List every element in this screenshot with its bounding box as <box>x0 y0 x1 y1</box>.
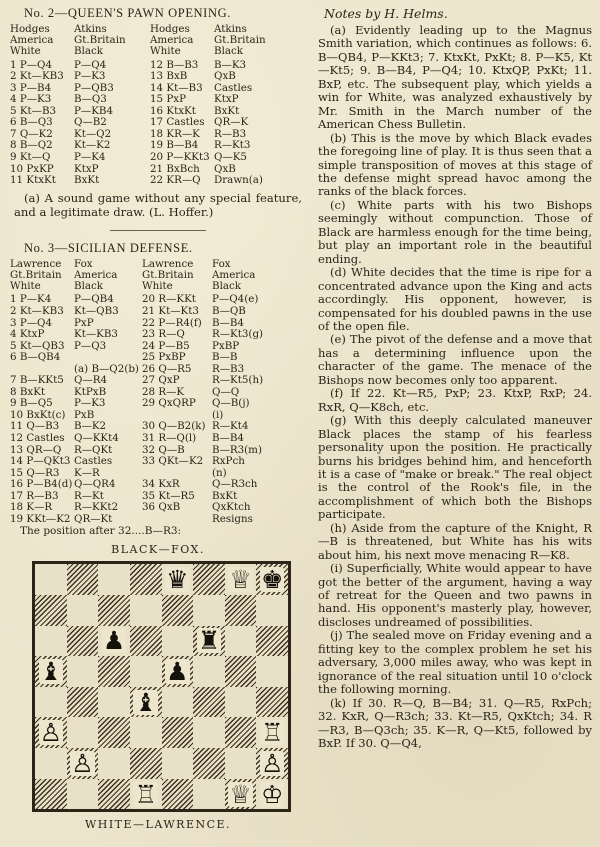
game2-move-cell: B—K3 <box>214 59 247 71</box>
note-paragraph: (c) White parts with his two Bishops seemingly without compunction. Those of Black are harmless enough for the time being, but play an important role in the beautiful ending. <box>318 197 592 266</box>
game3-move-cell: 30 Q—B2(k) <box>142 421 206 433</box>
game2-move-cell: 11 KtxKt <box>10 175 56 187</box>
game3-move-cell: 2 Kt—KB3 <box>10 305 64 317</box>
game2-move-cell: QxB <box>214 71 236 83</box>
board-square <box>98 687 130 718</box>
position-caption: The position after 32....B—R3: <box>20 525 182 538</box>
board-square <box>225 779 257 810</box>
chess-board <box>32 561 291 812</box>
game2-move-cell: Q—B2 <box>74 117 107 129</box>
board-square <box>98 748 130 779</box>
game2-move-cell: Kt—K2 <box>74 140 111 152</box>
black-king-icon: ♚ <box>260 565 284 595</box>
board-square <box>162 656 194 687</box>
game3-move-cell: 12 Castles <box>10 432 65 444</box>
game2-move-cell: 12 B—B3 <box>150 59 199 71</box>
board-square <box>67 748 99 779</box>
game3-move-cell: B—B <box>212 352 238 364</box>
board-square <box>98 656 130 687</box>
board-square <box>225 687 257 718</box>
game3-move-cell: QR—Kt <box>74 513 113 525</box>
game2-move-cell: 18 KR—K <box>150 128 200 140</box>
game3-move-cell: 3 P—Q4 <box>10 317 53 329</box>
game3-move-cell: K—R <box>74 467 100 479</box>
board-square <box>256 779 288 810</box>
board-square <box>98 595 130 626</box>
game3-move-cell: R—Kt <box>74 490 104 502</box>
game3-move-cell: 10 BxKt(c) <box>10 409 66 421</box>
game3-move-cell: Q—B(j) <box>212 398 250 410</box>
board-square <box>256 717 288 748</box>
board-square <box>67 687 99 718</box>
board-square <box>98 779 130 810</box>
game3-move-cell: Castles <box>74 456 113 468</box>
game3-header: Lawrence Gt.Britain White <box>10 258 62 293</box>
board-square <box>193 779 225 810</box>
board-square <box>130 626 162 657</box>
game3-move-cell: 5 Kt—QB3 <box>10 340 65 352</box>
board-square <box>130 748 162 779</box>
game3-move-cell: 8 BxKt <box>10 386 46 398</box>
black-pawn-icon: ♟ <box>102 626 126 656</box>
game3-move-cell: B—B4 <box>212 432 244 444</box>
white-king-icon: ♔ <box>260 779 284 809</box>
board-square <box>67 656 99 687</box>
game2-move-cell: 16 KtxKt <box>150 105 196 117</box>
game3-move-cell: 29 QxQRP <box>142 398 196 410</box>
black-bishop-icon: ♝ <box>134 687 157 717</box>
game3-move-cell: 20 R—KKt <box>142 294 196 306</box>
game3-move-cell: 1 P—K4 <box>10 294 52 306</box>
game3-move-cell: 34 KxR <box>142 479 180 491</box>
board-square <box>193 748 225 779</box>
game2-header: Atkins Gt.Britain Black <box>214 24 266 58</box>
board-square <box>225 748 257 779</box>
game3-move-cell: QxKtch <box>212 502 251 514</box>
game2-move-cell: P—K3 <box>74 71 106 83</box>
game2-move-cell: 3 P—B4 <box>10 82 52 94</box>
board-square <box>130 717 162 748</box>
board-square <box>67 564 99 595</box>
board-square <box>35 687 67 718</box>
board-square <box>130 779 162 810</box>
board-square <box>193 717 225 748</box>
notes-title: Notes by H. Helms. <box>324 6 448 21</box>
board-square <box>256 595 288 626</box>
game3-move-cell: Q—KKt4 <box>74 432 119 444</box>
game3-move-cell: R—B3 <box>212 363 245 375</box>
black-pawn-icon: ♟ <box>166 657 189 687</box>
game2-move-cell: 17 Castles <box>150 117 205 129</box>
board-square <box>130 564 162 595</box>
note-paragraph: (i) Superficially, White would appear to have got the better of the argument, having a way of retreat for the Queen and two pawns in hand. His opponent's masterly play, however, discloses undreamed of possibilities. <box>318 561 592 629</box>
game3-move-cell: KtPxB <box>74 386 107 398</box>
games-column <box>10 6 306 836</box>
note-paragraph: (a) Evidently leading up to the Magnus Smith variation, which continues as follows: 6. B—QB4, P—KKt3; 7. KtxKt, PxKt; 8. P—K5, Kt—Kt5; 9. B—B4, P—Q4; 10. KtxQP, PxKt; 11. BxP, etc. The subsequent play, which yields a win for White, was analyzed exhaustively by Mr. Smith in the March number of the American Chess Bulletin. <box>318 23 592 132</box>
note-paragraph: (b) This is the move by which Black evades the foregoing line of play. It is thus seen that a simple transposition of moves at this stage of the defense might spread havoc among the ranks of the black forces. <box>318 130 592 199</box>
game3-move-cell: (a) B—Q2(b) <box>74 363 139 375</box>
game2-move-cell: KtxP <box>214 94 239 106</box>
black-bishop-icon: ♝ <box>39 657 63 687</box>
game2-move-cell: 9 Kt—Q <box>10 151 51 163</box>
board-square <box>35 595 67 626</box>
board-square <box>67 595 99 626</box>
game3-move-cell: Q—R4 <box>74 375 108 387</box>
game3-title: No. 3—SICILIAN DEFENSE. <box>24 240 193 255</box>
game2-footnote: (a) A sound game without any special feature, and a legitimate draw. (L. Hoffer.) <box>14 190 302 220</box>
game3-header: Fox America Black <box>212 258 256 293</box>
game3-move-cell: P—Q4(e) <box>212 294 259 306</box>
game2-move-cell: BxKt <box>214 105 240 117</box>
white-pawn-icon: ♙ <box>39 718 63 748</box>
board-square <box>67 717 99 748</box>
board-square <box>162 595 194 626</box>
board-square <box>193 687 225 718</box>
board-square <box>162 717 194 748</box>
game2-move-cell: 10 PxKP <box>10 163 54 175</box>
game3-move-cell: B—B4 <box>212 317 244 329</box>
game2-move-cell: 1 P—Q4 <box>10 59 53 71</box>
game3-move-cell <box>142 514 212 526</box>
game3-header: Fox America Black <box>74 258 118 293</box>
game3-move-cell <box>142 410 212 422</box>
game2-move-cell: Castles <box>214 82 253 94</box>
notes-column <box>318 6 592 750</box>
game3-move-cell: P—QB4 <box>74 294 114 306</box>
game3-move-cell: 24 P—B5 <box>142 340 190 352</box>
board-square <box>256 564 288 595</box>
note-paragraph: (k) If 30. R—Q, B—B4; 31. Q—R5, RxPch; 32. KxR, Q—R3ch; 33. Kt—R5, QxKtch; 34. R—R3, B—Q3ch; 35. K—R, Q—Kt5, followed by BxP. If 30. Q—Q4, <box>318 695 592 751</box>
game3-move-cell: RxPch <box>212 456 245 468</box>
board-square <box>193 656 225 687</box>
game2-move-cell: R—Kt3 <box>214 140 251 152</box>
game2-move-cell: P—Q4 <box>74 59 107 71</box>
board-square <box>162 748 194 779</box>
game3-move-cell: P—K3 <box>74 398 106 410</box>
game3-move-cell: 31 R—Q(l) <box>142 432 197 444</box>
game2-move-cell: 13 BxB <box>150 71 188 83</box>
game3-move-cell: Q—Q <box>212 386 240 398</box>
game3-move-cell: 22 P—R4(f) <box>142 317 202 329</box>
board-square <box>67 779 99 810</box>
game3-move-cell: R—Kt4 <box>212 421 249 433</box>
board-square <box>225 717 257 748</box>
game3-move-cell: 18 K—R <box>10 502 53 514</box>
game2-move-cell: 21 BxBch <box>150 163 200 175</box>
game3-move-cell: Q—R3ch <box>212 479 258 491</box>
game2-move-cell: P—KB4 <box>74 105 114 117</box>
board-square <box>225 656 257 687</box>
game2-move-cell: QR—K <box>214 117 249 129</box>
board-square <box>256 626 288 657</box>
game3-move-cell: R—QKt <box>74 444 113 456</box>
note-paragraph: (d) White decides that the time is ripe for a concentrated advance upon the King and acts accordingly. His opponent, however, is compensated for his doubled pawns in the use of the open file. <box>318 265 592 333</box>
game3-move-cell: (n) <box>212 467 227 479</box>
note-paragraph: (j) The sealed move on Friday evening and a fitting key to the complex problem he set his adversary, 3,000 miles away, who was kept in ignorance of the real situation until 10 o'clock the following morning. <box>318 628 592 697</box>
game2-header: Atkins Gt.Britain Black <box>74 24 126 58</box>
game3-move-cell: 19 KKt—K2 <box>10 513 71 525</box>
note-paragraph: (f) If 22. Kt—R5, PxP; 23. KtxP, RxP; 24. RxR, Q—K8ch, etc. <box>318 386 592 414</box>
game3-move-cell: 17 R—B3 <box>10 490 59 502</box>
game2-move-cell: 5 Kt—B3 <box>10 105 57 117</box>
board-square <box>225 626 257 657</box>
game3-move-cell: 23 R—Q <box>142 329 185 341</box>
note-paragraph: (e) The pivot of the defense and a move that has a determining influence upon the character of the game. The menace of the Bishops now becomes only too apparent. <box>318 332 592 387</box>
game2-move-cell: 6 B—Q3 <box>10 117 53 129</box>
board-square <box>256 748 288 779</box>
board-square <box>35 748 67 779</box>
black-queen-icon: ♛ <box>166 565 189 595</box>
game2-move-cell: 22 KR—Q <box>150 175 201 187</box>
game3-move-cell <box>74 352 142 364</box>
game2-move-cell: 20 P—KKt3 <box>150 151 210 163</box>
game2-score-table <box>10 24 306 187</box>
game2-header: Hodges America White <box>10 24 54 58</box>
game2-move-cell: P—K4 <box>74 151 106 163</box>
game3-move-cell: 27 QxP <box>142 375 180 387</box>
game3-move-cell: 28 R—K <box>142 386 185 398</box>
note-paragraph: (h) Aside from the capture of the Knight, R—B is threatened, but White has his wits about him, his next move menacing R—K8. <box>318 520 592 562</box>
game3-move-cell: 21 Kt—Kt3 <box>142 305 199 317</box>
board-square <box>162 564 194 595</box>
board-square <box>162 626 194 657</box>
game3-move-cell: BxKt <box>212 490 238 502</box>
game2-title: No. 2—QUEEN'S PAWN OPENING. <box>24 6 231 20</box>
game3-move-cell: 7 B—KKt5 <box>10 375 64 387</box>
white-pawn-icon: ♙ <box>260 748 284 778</box>
game2-move-cell: KtxP <box>74 163 99 175</box>
board-square <box>98 564 130 595</box>
game3-move-cell: Kt—KB3 <box>74 329 118 341</box>
game2-move-cell: Q—K5 <box>214 151 247 163</box>
game3-move-cell <box>142 468 212 480</box>
game3-move-cell: R—KKt2 <box>74 502 119 514</box>
game3-move-cell: R—Kt3(g) <box>212 329 264 341</box>
board-square <box>162 779 194 810</box>
board-top-label: BLACK—FOX. <box>111 543 205 557</box>
board-square <box>35 626 67 657</box>
game3-move-cell: P—Q3 <box>74 340 107 352</box>
game3-move-cell: 16 P—B4(d) <box>10 479 73 491</box>
game2-move-cell: Kt—Q2 <box>74 128 112 140</box>
game2-move-cell: QxB <box>214 163 236 175</box>
board-square <box>35 564 67 595</box>
board-square <box>130 687 162 718</box>
game3-move-cell: 14 P—QKt3 <box>10 456 71 468</box>
game3-move-cell: B—QB <box>212 305 246 317</box>
game3-move-cell: (i) <box>212 409 224 421</box>
game3-move-cell: 26 Q—R5 <box>142 363 192 375</box>
board-bottom-label: WHITE—LAWRENCE. <box>84 818 232 832</box>
game3-header: Lawrence Gt.Britain White <box>142 258 194 293</box>
game2-move-cell: P—QB3 <box>74 82 114 94</box>
game3-score-table <box>10 259 306 526</box>
game3-move-cell: 6 B—QB4 <box>10 352 61 364</box>
board-square <box>193 626 225 657</box>
board-square <box>193 595 225 626</box>
game3-move-cell: 35 Kt—R5 <box>142 490 195 502</box>
game2-move-cell: 7 Q—K2 <box>10 128 53 140</box>
game2-move-cell: 8 B—Q2 <box>10 140 53 152</box>
board-square <box>225 595 257 626</box>
game2-move-cell: 4 P—K3 <box>10 94 52 106</box>
board-square <box>193 564 225 595</box>
white-queen-icon: ♕ <box>229 565 252 595</box>
game3-move-cell: 36 QxB <box>142 502 181 514</box>
game3-move-cell: 11 Q—B3 <box>10 421 60 433</box>
white-queen-icon: ♕ <box>229 779 252 809</box>
board-square <box>225 564 257 595</box>
game3-move-cell: 13 QR—Q <box>10 444 62 456</box>
board-square <box>162 687 194 718</box>
board-square <box>256 687 288 718</box>
board-square <box>130 656 162 687</box>
game3-move-cell: PxP <box>74 317 94 329</box>
game2-move-cell: 19 B—B4 <box>150 140 199 152</box>
game3-move-cell: Kt—QB3 <box>74 305 119 317</box>
game2-move-cell: Drawn(a) <box>214 175 263 187</box>
board-square <box>35 717 67 748</box>
game3-move-cell <box>10 364 74 376</box>
game2-move-cell: R—B3 <box>214 128 247 140</box>
game2-move-cell: 2 Kt—KB3 <box>10 71 64 83</box>
board-square <box>35 779 67 810</box>
divider <box>110 230 206 231</box>
game3-move-cell: 4 KtxP <box>10 329 45 341</box>
game3-move-cell: PxBP <box>212 340 240 352</box>
game3-move-cell: 25 PxBP <box>142 352 186 364</box>
game3-move-cell: 33 QKt—K2 <box>142 456 204 468</box>
game3-move-cell: 9 B—Q5 <box>10 398 53 410</box>
game3-move-cell: 15 Q—R3 <box>10 467 60 479</box>
white-rook-icon: ♖ <box>134 779 157 809</box>
game2-move-cell: 14 Kt—B3 <box>150 82 203 94</box>
game3-move-cell: B—K2 <box>74 421 107 433</box>
board-square <box>98 717 130 748</box>
board-square <box>98 626 130 657</box>
game3-move-cell: R—Kt5(h) <box>212 375 264 387</box>
white-rook-icon: ♖ <box>260 718 284 748</box>
board-square <box>35 656 67 687</box>
game2-move-cell: 15 PxP <box>150 94 187 106</box>
game3-move-cell: PxB <box>74 409 95 421</box>
notes-body <box>318 24 592 750</box>
board-square <box>67 626 99 657</box>
game2-move-cell: BxKt <box>74 175 100 187</box>
game3-move-cell: B—R3(m) <box>212 444 262 456</box>
board-square <box>130 595 162 626</box>
game3-move-cell: 32 Q—B <box>142 444 185 456</box>
game3-move-cell: Resigns <box>212 513 253 525</box>
game2-header: Hodges America White <box>150 24 194 58</box>
game3-move-cell: Q—QR4 <box>74 479 116 491</box>
game2-move-cell: B—Q3 <box>74 94 107 106</box>
board-square <box>256 656 288 687</box>
black-rook-icon: ♜ <box>197 626 221 656</box>
note-paragraph: (g) With this deeply calculated maneuver Black places the stamp of his fearless personality upon the position. He practically burns his bridges behind him, and henceforth it is a case of "make or break." The real object is the control of the Rook's file, in the accomplishment of which both the Bishops participate. <box>318 413 592 522</box>
white-pawn-icon: ♙ <box>71 748 94 778</box>
